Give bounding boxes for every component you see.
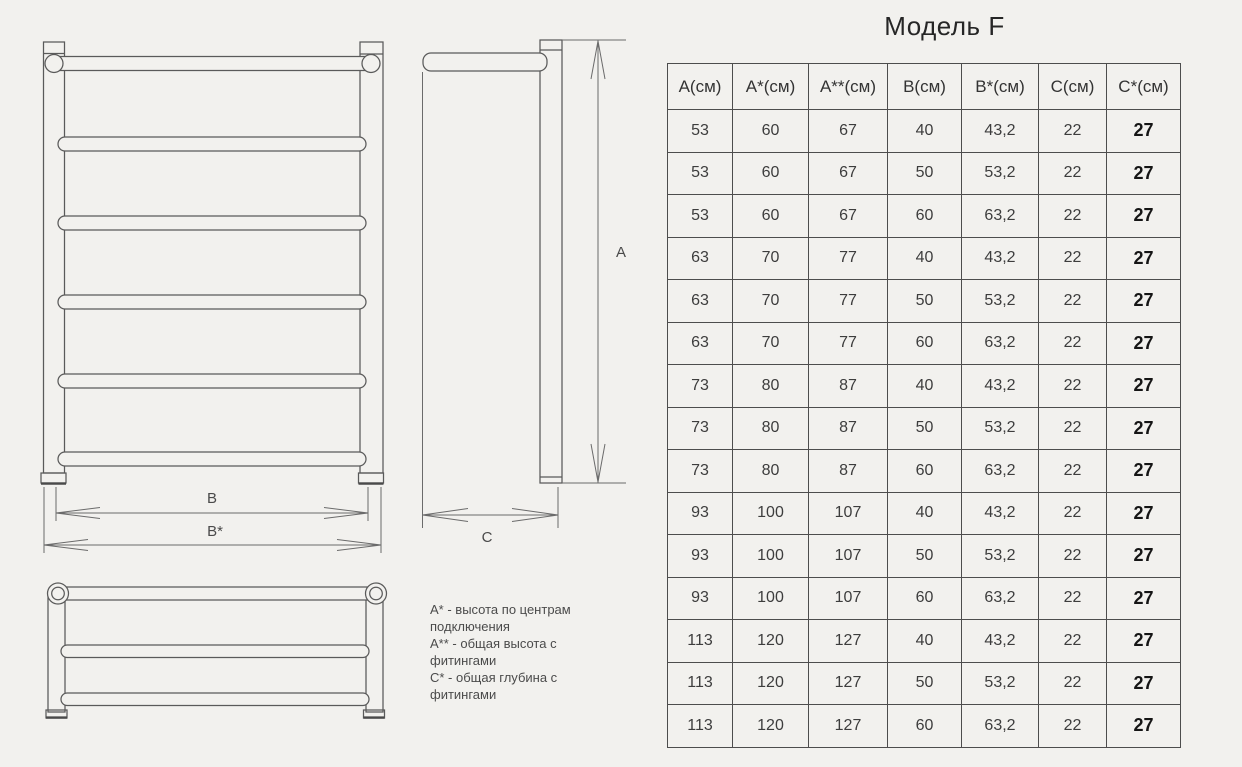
rung xyxy=(58,295,366,309)
table-row xyxy=(668,280,1181,323)
table-cell: 63,2 xyxy=(962,195,1039,238)
table-cell: 60 xyxy=(888,705,962,748)
table-cell: 43,2 xyxy=(962,365,1039,408)
table-cell: 22 xyxy=(1039,110,1107,153)
table-cell: 60 xyxy=(888,450,962,493)
legend-item: А* - высота по центрам подключения xyxy=(430,602,571,634)
table-cell: 22 xyxy=(1039,450,1107,493)
table-cell: 120 xyxy=(733,620,809,663)
top-bar xyxy=(54,57,371,71)
dim-label-b: B xyxy=(206,490,218,507)
table-cell: 40 xyxy=(888,237,962,280)
left-fitting-circle xyxy=(45,55,63,73)
front-view-drawing xyxy=(41,42,384,553)
table-cell: 113 xyxy=(668,620,733,663)
table-cell: 27 xyxy=(1107,620,1181,663)
column-header: В*(см) xyxy=(962,64,1039,110)
table-cell: 22 xyxy=(1039,152,1107,195)
table-cell: 27 xyxy=(1107,407,1181,450)
table-cell: 60 xyxy=(888,195,962,238)
table-cell: 107 xyxy=(809,535,888,578)
table-cell: 40 xyxy=(888,365,962,408)
table-cell: 50 xyxy=(888,407,962,450)
front-right-foot xyxy=(359,473,384,483)
table-cell: 70 xyxy=(733,237,809,280)
table-row xyxy=(668,195,1181,238)
table-cell: 43,2 xyxy=(962,237,1039,280)
table-row xyxy=(668,662,1181,705)
table-cell: 50 xyxy=(888,152,962,195)
right-fitting-circle xyxy=(362,55,380,73)
dim-label-a: A xyxy=(616,244,627,261)
table-cell: 40 xyxy=(888,492,962,535)
table-cell: 100 xyxy=(733,535,809,578)
table-cell: 63 xyxy=(668,237,733,280)
column-header: В(см) xyxy=(888,64,962,110)
table-cell: 63,2 xyxy=(962,450,1039,493)
table-cell: 27 xyxy=(1107,280,1181,323)
dimensions-table-body xyxy=(668,110,1181,748)
table-cell: 87 xyxy=(809,365,888,408)
table-cell: 27 xyxy=(1107,577,1181,620)
table-cell: 22 xyxy=(1039,365,1107,408)
table-cell: 73 xyxy=(668,365,733,408)
table-cell: 53,2 xyxy=(962,407,1039,450)
table-cell: 53 xyxy=(668,110,733,153)
table-cell: 80 xyxy=(733,450,809,493)
side-view-drawing xyxy=(423,40,627,546)
top-view-drawing xyxy=(46,583,387,718)
table-cell: 27 xyxy=(1107,705,1181,748)
table-cell: 60 xyxy=(733,110,809,153)
page-title: Модель F xyxy=(884,11,1005,41)
table-cell: 113 xyxy=(668,662,733,705)
table-cell: 77 xyxy=(809,322,888,365)
table-cell: 127 xyxy=(809,662,888,705)
table-cell: 22 xyxy=(1039,407,1107,450)
column-header: А(см) xyxy=(668,64,733,110)
column-header: А*(см) xyxy=(733,64,809,110)
table-row xyxy=(668,535,1181,578)
table-cell: 100 xyxy=(733,492,809,535)
front-left-post xyxy=(44,42,65,473)
rung xyxy=(58,452,366,466)
table-cell: 53,2 xyxy=(962,535,1039,578)
table-cell: 50 xyxy=(888,280,962,323)
side-post-joints xyxy=(540,50,562,477)
table-cell: 53,2 xyxy=(962,280,1039,323)
rung xyxy=(58,137,366,151)
table-cell: 67 xyxy=(809,152,888,195)
front-right-post xyxy=(360,42,383,473)
table-cell: 53 xyxy=(668,152,733,195)
table-cell: 22 xyxy=(1039,322,1107,365)
table-cell: 22 xyxy=(1039,280,1107,323)
rung xyxy=(58,374,366,388)
table-cell: 63 xyxy=(668,280,733,323)
table-cell: 50 xyxy=(888,662,962,705)
table-cell: 43,2 xyxy=(962,620,1039,663)
topview-left-fitting xyxy=(48,583,69,604)
table-cell: 77 xyxy=(809,237,888,280)
table-cell: 27 xyxy=(1107,662,1181,705)
dimensions-table xyxy=(667,63,1181,748)
column-header: А**(см) xyxy=(809,64,888,110)
table-cell: 107 xyxy=(809,577,888,620)
table-row xyxy=(668,365,1181,408)
table-cell: 73 xyxy=(668,450,733,493)
table-cell: 63,2 xyxy=(962,705,1039,748)
rung xyxy=(58,216,366,230)
table-cell: 80 xyxy=(733,407,809,450)
table-cell: 60 xyxy=(888,577,962,620)
dim-label-b-star: B* xyxy=(207,523,223,540)
table-cell: 27 xyxy=(1107,237,1181,280)
legend xyxy=(430,601,590,703)
table-cell: 93 xyxy=(668,535,733,578)
table-cell: 40 xyxy=(888,110,962,153)
table-cell: 27 xyxy=(1107,492,1181,535)
dim-a-extension-lines xyxy=(562,40,626,483)
table-cell: 107 xyxy=(809,492,888,535)
table-row xyxy=(668,450,1181,493)
table-cell: 27 xyxy=(1107,152,1181,195)
legend-item: А** - общая высота с фитингами xyxy=(430,636,557,668)
post-caps xyxy=(44,54,384,55)
table-row xyxy=(668,620,1181,663)
table-cell: 27 xyxy=(1107,535,1181,578)
table-cell: 22 xyxy=(1039,535,1107,578)
topview-bottom-rail xyxy=(61,693,369,706)
table-cell: 22 xyxy=(1039,492,1107,535)
table-cell: 43,2 xyxy=(962,492,1039,535)
table-cell: 93 xyxy=(668,577,733,620)
table-cell: 127 xyxy=(809,620,888,663)
table-cell: 93 xyxy=(668,492,733,535)
table-cell: 70 xyxy=(733,322,809,365)
table-cell: 27 xyxy=(1107,195,1181,238)
table-cell: 27 xyxy=(1107,450,1181,493)
table-row xyxy=(668,237,1181,280)
table-cell: 63,2 xyxy=(962,577,1039,620)
table-row xyxy=(668,705,1181,748)
table-row xyxy=(668,152,1181,195)
table-cell: 27 xyxy=(1107,365,1181,408)
table-cell: 63 xyxy=(668,322,733,365)
table-cell: 73 xyxy=(668,407,733,450)
table-cell: 40 xyxy=(888,620,962,663)
topview-right-fitting xyxy=(366,583,387,604)
table-row xyxy=(668,322,1181,365)
table-cell: 70 xyxy=(733,280,809,323)
table-cell: 22 xyxy=(1039,577,1107,620)
column-header: С*(см) xyxy=(1107,64,1181,110)
table-cell: 67 xyxy=(809,195,888,238)
table-header-row xyxy=(668,64,1181,110)
dim-label-c: C xyxy=(481,529,493,546)
table-cell: 22 xyxy=(1039,662,1107,705)
table-cell: 60 xyxy=(733,195,809,238)
table-cell: 53 xyxy=(668,195,733,238)
table-row xyxy=(668,577,1181,620)
column-header: С(см) xyxy=(1039,64,1107,110)
table-row xyxy=(668,407,1181,450)
table-row xyxy=(668,492,1181,535)
table-cell: 120 xyxy=(733,705,809,748)
table-cell: 22 xyxy=(1039,705,1107,748)
table-cell: 60 xyxy=(888,322,962,365)
table-cell: 50 xyxy=(888,535,962,578)
table-cell: 113 xyxy=(668,705,733,748)
table-cell: 22 xyxy=(1039,620,1107,663)
table-cell: 53,2 xyxy=(962,152,1039,195)
table-row xyxy=(668,110,1181,153)
legend-item: С* - общая глубина с фитингами xyxy=(430,670,558,702)
front-left-foot xyxy=(41,473,66,483)
table-cell: 63,2 xyxy=(962,322,1039,365)
table-cell: 77 xyxy=(809,280,888,323)
table-cell: 100 xyxy=(733,577,809,620)
table-cell: 80 xyxy=(733,365,809,408)
table-cell: 127 xyxy=(809,705,888,748)
table-cell: 22 xyxy=(1039,237,1107,280)
table-cell: 87 xyxy=(809,450,888,493)
topview-top-rail xyxy=(58,587,376,600)
table-cell: 60 xyxy=(733,152,809,195)
dim-c-extension-lines xyxy=(423,72,559,528)
table-cell: 27 xyxy=(1107,322,1181,365)
side-post xyxy=(540,40,562,483)
table-cell: 67 xyxy=(809,110,888,153)
side-top-bar xyxy=(423,53,547,71)
table-cell: 53,2 xyxy=(962,662,1039,705)
topview-middle-rail xyxy=(61,645,369,658)
table-cell: 22 xyxy=(1039,195,1107,238)
table-cell: 27 xyxy=(1107,110,1181,153)
table-cell: 87 xyxy=(809,407,888,450)
table-cell: 120 xyxy=(733,662,809,705)
table-cell: 43,2 xyxy=(962,110,1039,153)
